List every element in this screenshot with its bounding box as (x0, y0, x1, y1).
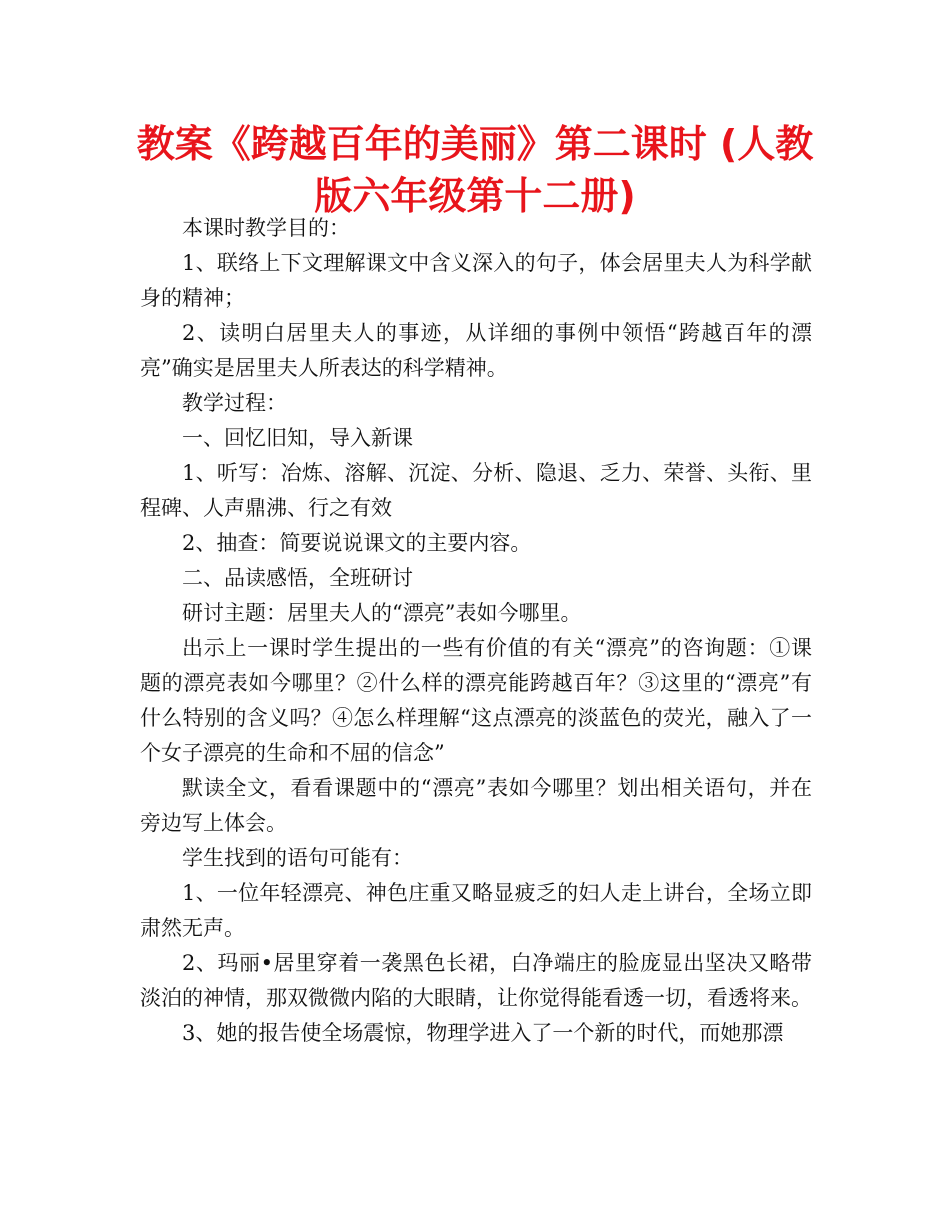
paragraph-sentence-2: 2、玛丽•居里穿着一袭黑色长裙，白净端庄的脸庞显出坚决又略带淡泊的神情，那双微微内陷的大眼睛，让你觉得能看透一切，看透将来。 (140, 951, 812, 1010)
paragraph-dictation: 1、听写：冶炼、溶解、沉淀、分析、隐退、乏力、荣誉、头衔、里程碑、人声鼎沸、行之有效 (140, 461, 812, 520)
paragraph-section-2-heading: 二、品读感悟，全班研讨 (182, 566, 413, 590)
paragraph-objective-1: 1、联络上下文理解课文中含义深入的句子，体会居里夫人为科学献身的精神； (140, 251, 812, 310)
paragraph-found-sentences: 学生找到的语句可能有： (182, 846, 413, 870)
paragraph-objectives-heading: 本课时教学目的： (182, 216, 350, 240)
paragraph-process-heading: 教学过程： (182, 391, 287, 415)
paragraph-questions: 出示上一课时学生提出的一些有价值的有关“漂亮”的咨询题：①课题的漂亮表如今哪里？②什么样的漂亮能跨越百年？③这里的“漂亮”有什么特别的含义吗？④怎么样理解“这点漂亮的淡蓝色的荧光，融入了一个女子漂亮的生命和不屈的信念” (140, 636, 812, 765)
document-title: 教案《跨越百年的美丽》第二课时 (人教版六年级第十二册) (136, 122, 814, 218)
paragraph-sentence-1: 1、一位年轻漂亮、神色庄重又略显疲乏的妇人走上讲台，全场立即肃然无声。 (140, 881, 812, 940)
paragraph-sentence-3: 3、她的报告使全场震惊，物理学进入了一个新的时代，而她那漂 (182, 1021, 784, 1045)
paragraph-discussion-topic: 研讨主题：居里夫人的“漂亮”表如今哪里。 (182, 601, 582, 625)
document-body (140, 211, 812, 1051)
paragraph-silent-reading: 默读全文，看看课题中的“漂亮”表如今哪里？划出相关语句，并在旁边写上体会。 (140, 776, 812, 835)
paragraph-spot-check: 2、抽查：简要说说课文的主要内容。 (182, 531, 532, 555)
paragraph-section-1-heading: 一、回忆旧知，导入新课 (182, 426, 413, 450)
paragraph-objective-2: 2、读明白居里夫人的事迹，从详细的事例中领悟“跨越百年的漂亮”确实是居里夫人所表达的科学精神。 (140, 321, 812, 380)
